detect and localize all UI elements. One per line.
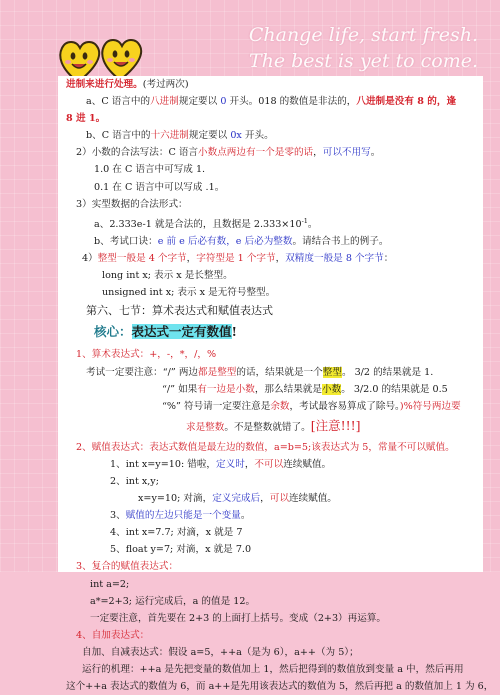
text: 开头。018 的数值是非法的， — [226, 96, 357, 108]
doc-line — [58, 473, 483, 490]
text: 4、自加表达式： — [76, 629, 150, 641]
highlight: 整型 — [322, 366, 342, 378]
text: 规定要以 — [188, 130, 231, 142]
text: 八进制 — [150, 96, 179, 108]
text: 自加、自减表达式：假设 a=5，++a（是为 6），a++（为 5）； — [82, 646, 359, 658]
text: 核心： — [94, 324, 132, 340]
text: 。请结合书上的例子。 — [292, 236, 389, 248]
text: int a=2; — [90, 578, 130, 590]
slogan-line-1: Change life, start fresh. — [248, 24, 478, 46]
text: unsigned int x; 表示 x 是无符号整型。 — [102, 287, 276, 299]
text: 0 — [220, 96, 227, 108]
text: 进制来进行处理。 — [66, 79, 143, 90]
text: ， — [186, 253, 197, 265]
doc-line — [58, 110, 483, 127]
text: 。 3/2.0 的结果就是 0.5 — [341, 383, 448, 395]
text: 3、复合的赋值表达式： — [76, 561, 179, 573]
doc-line — [58, 558, 483, 575]
text: 0.1 在 C 语言中可以写成 .1。 — [94, 181, 225, 193]
text: 3、 — [110, 510, 126, 522]
text: 可以不用写 — [322, 147, 371, 159]
text: ，那么结果就是 — [254, 383, 322, 395]
text: 定义完成后 — [212, 493, 261, 505]
text: 第六、七节：算术表达式和赋值表达式 — [86, 304, 273, 318]
text: ， — [313, 147, 323, 159]
section-heading — [58, 301, 483, 320]
text: ， — [244, 458, 255, 470]
text: 规定要以 — [178, 96, 221, 108]
text: 连续赋值。 — [283, 458, 332, 470]
doc-line — [58, 93, 483, 110]
text: 小数点两边有一个是零的话 — [198, 147, 314, 159]
text: 。 3/2 的结果就是 1. — [341, 366, 434, 378]
text: 考试一定要注意：“/” 两边 — [86, 366, 199, 378]
text: ! — [231, 324, 238, 340]
text: ： — [383, 253, 394, 265]
doc-line — [58, 233, 483, 250]
doc-line — [58, 144, 483, 161]
doc-line — [58, 213, 483, 233]
doc-line — [58, 678, 494, 695]
doc-line — [58, 76, 483, 93]
text: 余数 — [270, 400, 290, 412]
text: “%” 符号请一定要注意是 — [162, 400, 271, 412]
doc-line — [58, 127, 483, 144]
text: b、考试口诀： — [94, 236, 158, 248]
text: 一定要注意，首先要在 2+3 的上面打上括号。变成（2+3）再运算。 — [90, 612, 387, 624]
text: 连续赋值。 — [288, 493, 337, 505]
text: 不可以 — [254, 458, 284, 470]
text: 八进制是没有 8 的，逢 — [356, 96, 457, 108]
doc-line — [58, 415, 483, 439]
text: “/” 如果 — [162, 383, 198, 395]
text: 的话，结果就是一个 — [236, 366, 323, 378]
text: ， — [275, 253, 286, 265]
text: ，考试最容易算成了除号。 — [289, 400, 400, 412]
text: 8 进 1。 — [66, 113, 106, 125]
doc-line — [58, 507, 483, 524]
text: 定义时 — [216, 458, 245, 470]
text: 双精度一般是 8 个字节 — [285, 253, 384, 265]
doc-line — [58, 456, 483, 473]
doc-line — [58, 398, 483, 415]
text: 都是整型 — [198, 366, 237, 378]
doc-line — [58, 541, 483, 558]
doc-line — [58, 627, 483, 644]
text: 。 — [307, 218, 318, 230]
doc-line — [58, 179, 483, 196]
text: 可以 — [269, 493, 289, 505]
text: 2、int x,y; — [110, 475, 159, 487]
text: 开头。 — [241, 130, 274, 142]
highlight: 小数 — [322, 383, 342, 395]
text: 3）实型数据的合法形式： — [76, 198, 188, 210]
doc-line — [58, 593, 483, 610]
doc-line — [58, 381, 483, 398]
doc-line — [58, 439, 483, 456]
doc-line — [58, 490, 483, 507]
text: a*=2+3; 运行完成后，a 的值是 12。 — [90, 595, 256, 607]
document-page — [58, 76, 494, 693]
text: 。不是整数就错了。 — [224, 421, 311, 433]
text: 运行的机理：++a 是先把变量的数值加上 1，然后把得到的数值放到变量 a 中，然后再用 — [82, 664, 464, 675]
doc-line — [58, 661, 483, 678]
doc-line — [58, 644, 483, 661]
slogan-line-2: The best is yet to come. — [248, 50, 478, 72]
text: )%符号两边要 — [399, 400, 461, 412]
text: 这个++a 表达式的数值为 6，而 a++是先用该表达式的数值为 5，然后再把 a 的数值加上 1 为 6， — [66, 681, 494, 693]
text: 5、float y=7; 对滴，x 就是 7.0 — [110, 544, 252, 556]
text: ， — [260, 493, 270, 505]
text: long int x; 表示 x 是长整型。 — [102, 270, 233, 282]
doc-line — [58, 524, 483, 541]
doc-line — [58, 346, 483, 363]
doc-line — [58, 364, 483, 381]
text: [注意!!!] — [310, 417, 361, 433]
text: 赋值的左边只能是一个变量 — [125, 510, 241, 522]
superscript: -1 — [301, 216, 308, 225]
doc-line — [58, 610, 483, 627]
highlight: 表达式一定有数值 — [131, 324, 232, 340]
doc-line — [58, 250, 483, 267]
text: a、C 语言中的 — [86, 96, 151, 108]
text: e 前 e 后必有数，e 后必为整数 — [157, 236, 293, 248]
text: 字符型是 1 个字节 — [196, 253, 276, 265]
doc-line — [58, 576, 483, 593]
doc-line — [58, 267, 483, 284]
text: 。 — [240, 510, 251, 522]
text: 0x — [230, 130, 242, 142]
doc-line — [58, 284, 483, 301]
doc-line — [58, 161, 483, 178]
heart-smiley-icon — [102, 40, 141, 80]
text: 2、赋值表达式：表达式数值是最左边的数值，a=b=5;该表达式为 5，常量不可以赋值。 — [76, 441, 455, 453]
text: b、C 语言中的 — [86, 130, 151, 142]
text: a、2.333e-1 就是合法的，且数据是 2.333×10 — [94, 218, 302, 230]
text: 1、算术表达式：+，-，*，/，% — [76, 349, 217, 361]
text: x=y=10; 对滴， — [138, 493, 213, 505]
text: 十六进制 — [150, 130, 189, 142]
doc-line — [58, 196, 483, 213]
text: 求是整数 — [186, 421, 225, 433]
text: 4） — [82, 253, 98, 265]
doc-line — [58, 320, 483, 346]
text: 整型一般是 4 个字节 — [97, 253, 187, 265]
text: 4、int x=7.7; 对滴，x 就是 7 — [110, 527, 243, 539]
slogan — [249, 22, 478, 74]
text: (考过两次) — [142, 79, 189, 90]
text: 1、int x=y=10: 错啦， — [110, 458, 217, 470]
text: 有一边是小数 — [197, 383, 255, 395]
text: 2）小数的合法写法：C 语言 — [76, 147, 199, 159]
text: 1.0 在 C 语言中可写成 1. — [94, 164, 206, 176]
text: 。 — [370, 147, 381, 159]
